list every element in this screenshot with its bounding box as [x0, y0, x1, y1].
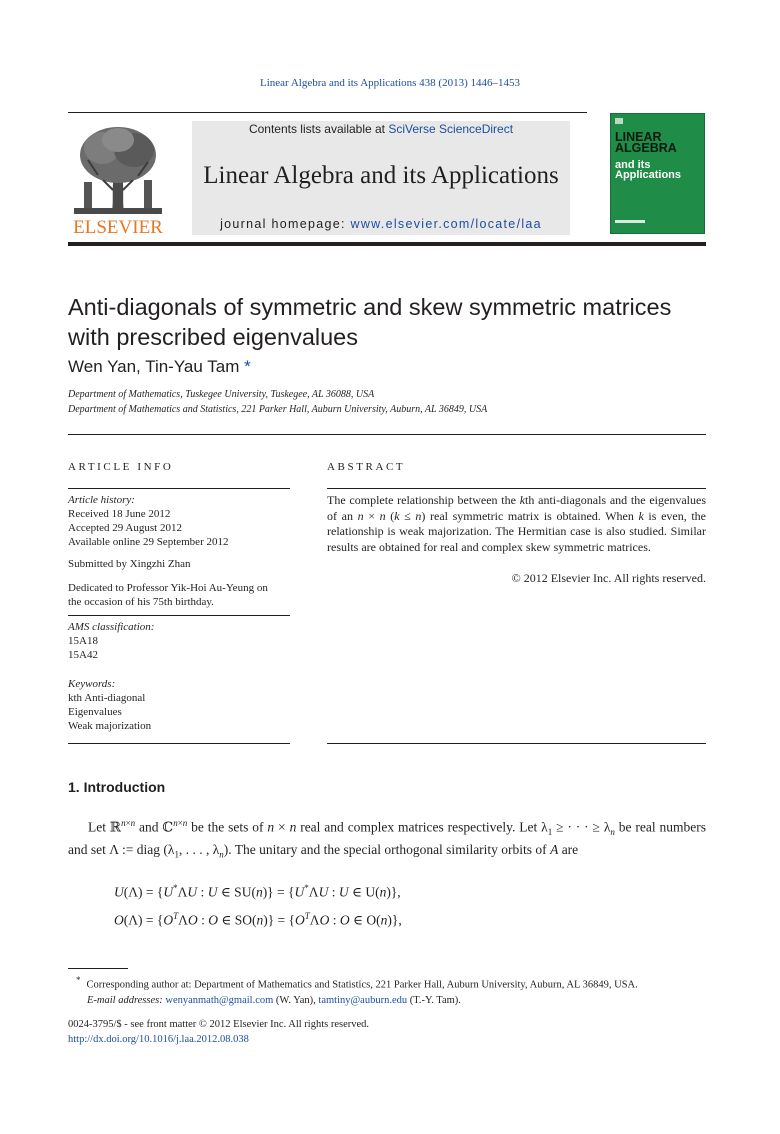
article-title: Anti-diagonals of symmetric and skew symmetric matrices with prescribed eigenvalues: [68, 294, 672, 350]
header-rule: [68, 112, 587, 113]
elsevier-logo: [68, 120, 168, 235]
equation-unitary-orbit: U(Λ) = {U*ΛU : U ∈ SU(n)} = {U*ΛU : U ∈ U(n)},: [114, 883, 401, 900]
info-divider: [68, 615, 290, 616]
corresponding-author-mark[interactable]: *: [244, 357, 251, 376]
footnote: * Corresponding author at: Department of Mathematics and Statistics, 221 Parker Hall, Auburn University, Auburn, AL 36849, USA. E-mail addresses: wenyanmath@gmail.com (W. Yan), tamtiny@auburn.edu (T.-Y. Tam).: [76, 975, 638, 1006]
contents-line: Contents lists available at SciVerse ScienceDirect: [248, 122, 514, 136]
journal-name: Linear Algebra and its Applications: [203, 162, 559, 189]
abstract-text: The complete relationship between the kth anti-diagonals and the eigenvalues of an n × n (k ≤ n) real symmetric matrix is obtained. When k is even, the relationship is weak majorization. The Hermitian case is also studied. Similar results are obtained for real and complex skew symmetric matrices.: [327, 493, 706, 554]
ams-classification: AMS classification: 15A18 15A42: [68, 621, 155, 661]
publisher-wordmark: ELSEVIER: [73, 217, 163, 235]
homepage-link[interactable]: www.elsevier.com/locate/laa: [350, 217, 542, 231]
doi-link[interactable]: http://dx.doi.org/10.1016/j.laa.2012.08.038: [68, 1034, 249, 1045]
cover-emblem: [615, 118, 623, 124]
email-link-yan[interactable]: wenyanmath@gmail.com: [165, 994, 274, 1006]
title-rule: [68, 434, 706, 435]
cover-subtitle: and its Applications: [615, 159, 682, 181]
cover-footer-mark: [615, 220, 645, 223]
article-history: Article history: Received 18 June 2012 Accepted 29 August 2012 Available online 29 September 2012: [68, 494, 229, 548]
author-list: Wen Yan, Tin-Yau Tam *: [68, 357, 251, 376]
affiliation-2: Department of Mathematics and Statistics, 221 Parker Hall, Auburn University, Auburn, AL 36849, USA: [68, 404, 488, 415]
journal-cover: [610, 113, 705, 234]
email-link-tam[interactable]: tamtiny@auburn.edu: [318, 994, 408, 1006]
affiliation-1: Department of Mathematics, Tuskegee University, Tuskegee, AL 36088, USA: [68, 389, 375, 400]
abstract-heading: ABSTRACT: [327, 461, 406, 473]
intro-paragraph: Let ℝ$^{n\times n}$ and ℂ$^{n\times n}$ be the sets of n × n real and complex matrices respectively. Let $\lambda_1$ ≥ · · · ≥ $\lambda_n$ be real numbers and set Λ := diag ($\lambda_1$, . . . , $\lambda_n$). The unitary and the special orthogonal similarity orbits of A are: [68, 818, 706, 860]
sciencedirect-link[interactable]: SciVerse ScienceDirect: [388, 122, 514, 136]
abstract-bottom-rule: [327, 743, 706, 744]
equation-orthogonal-orbit: $O(\Lambda) = \{O^T\Lambda O$ : O ∈ $SO(n)\} = \{O^T\Lambda O$ : O ∈ O(n)},: [114, 911, 402, 928]
abstract-copyright: © 2012 Elsevier Inc. All rights reserved.: [511, 571, 706, 585]
section-heading: 1. Introduction: [68, 779, 166, 795]
keywords: Keywords: kth Anti-diagonal Eigenvalues Weak majorization: [68, 678, 152, 732]
journal-citation[interactable]: Linear Algebra and its Applications 438 (2013) 1446–1453: [260, 77, 520, 89]
article-info-heading: ARTICLE INFO: [68, 461, 174, 473]
footnote-rule: [68, 968, 128, 969]
info-rule: [68, 488, 290, 489]
info-bottom-rule: [68, 743, 290, 744]
dedication: Dedicated to Professor Yik-Hoi Au-Yeung on the occasion of his 75th birthday.: [68, 582, 268, 608]
front-matter: 0024-3795/$ - see front matter © 2012 Elsevier Inc. All rights reserved. http://dx.doi.org/10.1016/j.laa.2012.08.038: [68, 1019, 370, 1045]
abstract-rule: [327, 488, 706, 489]
journal-homepage: journal homepage: www.elsevier.com/locate/laa: [220, 217, 542, 231]
submitted-by: Submitted by Xingzhi Zhan: [68, 558, 191, 570]
cover-title: LINEAR ALGEBRA: [615, 130, 677, 155]
header-thick-rule: [68, 242, 706, 246]
